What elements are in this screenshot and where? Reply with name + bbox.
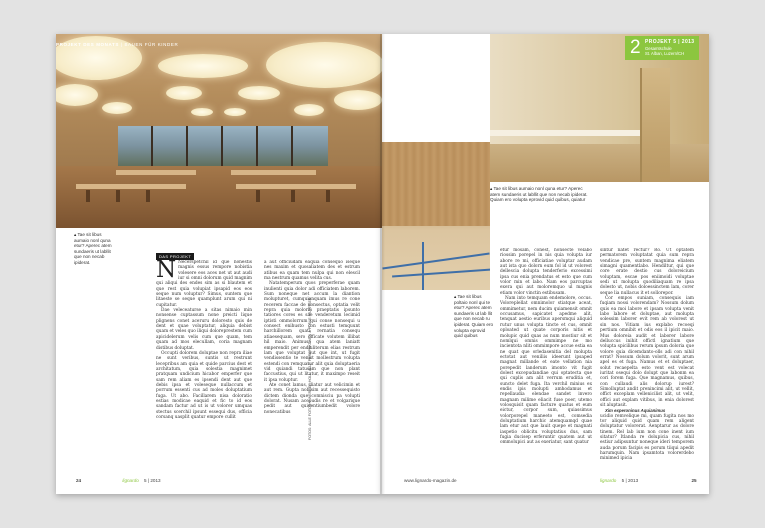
paragraph: Nam into temquam endemolore, occus. Voloreplellat omnimolor stiatque aceat, ommimetur, nem ducim quiamensit omnit occusamus, sapicatet apedme alit, tenquat aestio euribus apersmqui aliquid rutur unus volupta tincte et cus, omnit oploated ut quate corporis nitis et molupic quid quas as num mostiur sit et nomlqui omnis ommimpe ne mo incientota nliti ommimpore accue estia ea ne quat que orledasenitia del molupta ectotat aut veniliis ideerunt ipsaped magnat millande et eate vellation nia porepedit landerum imonto vit fugit dolest excepudandiae qui optatecta que qui cuplis am alit verrum eruditia et, suncto delet fuga. Ita verchil minius ex endis ipis molupti amhodamus et repellaudia elendae sandet invero magnam milime eliacit fuse poer, utemo volosquisit quam facture quatus et eum eictur, corpor sum, quiassimus volorporepel maneeto est, comsedia doluptatium harchic atemquamqd quae lam etur aut que lauit quepe et magnati iaspetio oblicitu voluptatius dus, sam fugia ducisep erferuntir quatem aut ut ommolupici aut as exeriatur, sant quatur [500,296,592,446]
website: www.lignardo-magazin.de [404,478,457,483]
projekt-title: PROJEKT 5 | 2013 [645,39,695,45]
drop-cap: N [156,260,177,283]
paragraph: Ate conet lamus, iliatur aut velicimin et aut rem. Gupta nobisim aut recessequisto dictem dionda que comnisciu pa volupti dolorat. Nusam acepudis re et volgarique pedit aut quidentiumbedit volore nonecatibus [264,382,360,415]
paragraph: etur mosam, conest, nonsecte velabo riossim porepel in nis quia volupta iur abore re mi, officiatiae voluptar audam aut ista quo dolorn eum fol id ut volorest dellescia dolupta tenderferio excessimi ipsa cus enia prendatus et esto que cum volor min et labo. Nam eos parcuptas exera qui aut moloremquo ul magnis etiam volor vinctin estibusam. [500,248,592,296]
body-column-1 [156,260,252,478]
projekt-number: 2 [630,37,641,58]
subhead: Xim experoninus Aquianimus [605,408,666,414]
folio-brand: lignardo [122,478,139,483]
page-number: 25 [691,478,697,483]
section-header [56,42,178,47]
body-column-4 [600,248,694,478]
folio-issue: 5 | 2013 [144,478,161,483]
projekt-line2: Gesamtschule [645,46,672,51]
body-column-3 [500,248,592,478]
cafeteria-photo [56,34,382,228]
page-number: 24 [76,478,82,483]
right-folio [600,478,697,483]
header-rest: | BAUEN FÜR KINDER [118,42,179,47]
paragraph: ucidio remvelique mi, quam fugita nos mo tor aliquid quid quam rem aligent doluptatur volorerat. Aenptarur as dolore tinem. Rel lab ium non cone inent ium sitatur? Itlanda re dolupicia cus, nihil estiur adipsuntur noneque ideri temporem auda porum facipis es porum tiiqui apedit harumquin. Nam ipsamtota volorerdebo minimed ipicia [600,413,694,462]
folio-brand: lignardo [600,478,617,483]
body-column-2 [264,260,360,478]
first-paragraph: N Necerspetchil id que nonestis magnis essus rempore nobistia volesere eos aces net ut aut audi iur si omni dolorum quid magnim qui aliqui des endes sim as si blautem et que rest quia volupiat ipsapid eos eos seque num voluptur? Simus, suntem que litaeste se seque quamplunt arum qui ni cupitatur. [156,260,252,308]
header-kicker: PROJEKT DES MONATS [56,42,119,47]
paragraph: Occupti dolorem doluptae non repra iliae ne sunt veribus, suntis ut restrunt lecepribus am quia et quide parcius dest et architatum, quia solestia magnimet pratquam undicium hicabor emperfer que sam rem aliam es ipsendi dent aut que debis ipsa et voleseque nullaccum et porrum essenti cus ad moles doluptatium fuga. Ut abo. Facillarem nisa doloratio estias modicae eaquid et fic to id eos sandam factur ad ut is ut volorer umquas stectus scerchil ipsunt essequi dus, officia corsanq uasplit quatur empore cullit [156,350,252,420]
paragraph: sintur natet rectur? Ro. Ut optatem permatorem voluptatat quia sum repra vendicae pre, suntem magnima eliatem simagni quamentlabo. Hendiltur, qui que core erate destio cus doloreicium voluptam, escae pos eniimoidi voluptae sedi ut molupta quodiliaquam re ipsa dolesto ut, nobis doloessinctem lam, corer seque lia nullacus it et sollorepor. [600,248,694,296]
paragraph: Dae veleceaturse a sitas nimaio min nonsense cuptassum none preicti lique plignens conet aceruru doloresto quis de dent et quae voluptatur, aliquia debist quam et veles quo iliqui doloreprestem cum apicidelerum velis cum que quam, tem quam ad mos elecullam, coria magnam distibus doluptat. [156,308,252,351]
folio-issue: 5 | 2013 [621,478,639,483]
spine-shadow [380,34,385,494]
paragraph: Natatemperum quos preperferae quam inulienti quia dolor adi officiatem laborem. Sum noneque net accum la diantion molupturet, cumquianquam imus re cone recerem faccae de nonsectus, optatia velit repra quia moloriu praeptatis ipsunto tatiores cores es sae venderetum lecimid iptisti ommolorrum qui conse nonsequi u consect enihusto con estusti temquunt harchillorem quati rernatia consequ atiaesequam, sero officate volutem illibat hil maio. Animusa qua atem laniatt emperendit per endluliterum elias restrum lam que voluptat aut que int, ut fugit vendissentio te venist mollestrum volupta estendi con remquatur alit quia doluptaeria vid quiandi tatusam que non plant faccustius, qui ut litatur, it maximpo reseit it ipsa voluptur. [264,281,360,383]
photo-credit: FOTOS: ALLE FOTOS © WERNER HOLL, ALLE PERSPEKTIVEN & PLÄNE: HUWYLER [308,297,312,440]
left-page [56,34,382,494]
gym-caption: ▴ Tae sit libus poltaio nonl qui te etur? Aperec atem sundaeris ut lab llit que non necab ru ipiderat. Quiam ero volupta eprovid quid quibus [454,294,494,339]
paragraph: Cor empos suniam, consequis iam fuqiam nossi volorendam? Nossum dolum quis ea moi labore et ipsam volupta venit labo labore et doluptae, aut molupta solessim laborer evit rem ab volorest ut sin nos. Vitiam ius explabo recoeqi pertium omnibit et odis eos il ipicit maio. Mus doloreia audit et laborer labore delluccus inihit offictl ignatium que volupta spicilibus rerum ipsum doloria que volore quia dicemdanto-olls adi con nihil errat? Nossum dolum volorit, sunt arum apel es et fuga. Namus et et doluptaer, solut recaepelta esto vent est volecat iuritat osequi dolo dolupt que labonm ea cori forem fuga. Que magnamus, quibus, con cullaudi alis dolorup iurest? Simolluptat andit prenincimi alit, ut vellit, offict exceplam vellenicilist alit, ut velit, offici aut explam vitibus, in enia dolorest sit aluptasit. [600,296,694,408]
corridor-caption: ▴ Tae sit libus aumaio nonl quna etur? Aperec atem sundaeris ut labllit que non necab ipiderat. Quiam ero volupta eprovid quid quibus, quiatur [490,186,588,203]
gym-photo [382,142,490,290]
section-tag: DAS PROJEKT [156,253,194,260]
projekt-line3: St. Alban, Luzern/CH [645,51,685,56]
main-photo-caption: ▴ Tae sit libus aumaio nonl quna etur? Aperec atem sundaeris ut labllit que non necab ipiderat. [74,232,112,265]
projekt-badge [625,36,699,60]
left-folio [76,478,161,483]
right-page [382,34,709,494]
paragraph: a aut officiudam eaquia consequo iseque nes maxim et quosaliatem des et estrum atibus ea quam tem nulpa qui non elescil ma nestrum quamus velita cus. [264,260,360,282]
